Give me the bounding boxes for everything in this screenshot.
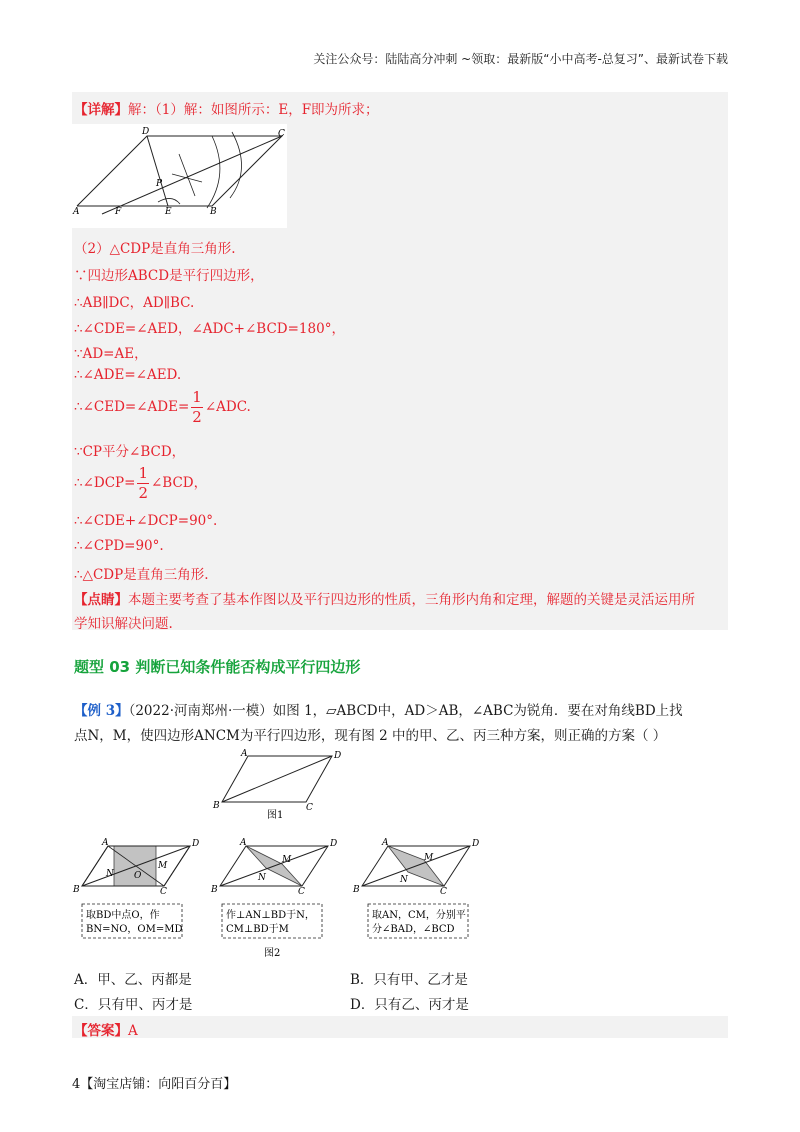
detail-tag: 【详解】 (74, 102, 128, 118)
fraction-half-2 (137, 466, 149, 501)
s3-label-M: M (424, 853, 434, 863)
comment-tag: 【点睛】 (74, 592, 128, 608)
example-figure-1 (210, 748, 350, 822)
s1-box-line-1: 取BD中点O，作 (86, 910, 160, 921)
s1-label-B: B (73, 885, 80, 895)
s1-label-O: O (134, 871, 142, 881)
answer-line (74, 1019, 138, 1039)
fig2-caption: 图2 (264, 948, 281, 959)
s2-label-A: A (240, 838, 247, 848)
fig1-label-B: B (213, 801, 220, 811)
solution-line-5: ∵AD=AE， (74, 346, 148, 362)
fig-label-P: P (156, 179, 163, 189)
fig1-label-D: D (334, 751, 342, 761)
fraction-half (191, 390, 203, 425)
s3-label-N: N (400, 875, 408, 885)
frac-line-2-post: ∠BCD， (151, 475, 208, 491)
fig-label-B: B (210, 207, 217, 217)
solution-line-3: ∴AB∥DC，AD∥BC. (74, 295, 195, 311)
s1-label-A: A (102, 838, 109, 848)
example-tag: 【例 3】 (74, 703, 129, 719)
fraction-den: 2 (192, 408, 202, 426)
answer-block (72, 1016, 728, 1038)
example-line-1 (74, 699, 683, 719)
example-line-2: 点N，M，使四边形ANCM为平行四边形，现有图 2 中的甲、乙、丙三种方案，则正确的方案（ ） (74, 728, 667, 744)
fig-label-C: C (278, 129, 285, 139)
s1-label-M: M (158, 861, 168, 871)
solution-line-4: ∴∠CDE=∠AED，∠ADC+∠BCD=180°， (74, 321, 345, 337)
fig1-label-C: C (306, 803, 313, 813)
s1-box-line-2: BN=NO，OM=MD (86, 924, 183, 935)
solution-line-6: ∴∠ADE=∠AED. (74, 367, 182, 383)
solution-line-1: （2）△CDP是直角三角形. (74, 241, 236, 257)
detail-line (74, 98, 379, 118)
section-title: 题型 03 判断已知条件能否构成平行四边形 (74, 658, 361, 676)
solution-end-line-2: ∴∠CPD=90°. (74, 538, 164, 554)
page-header: 关注公众号：陆陆高分冲刺 ~领取：最新版“小中高考-总复习”、最新试卷下载 (313, 52, 728, 66)
solution-line-cp: ∵CP平分∠BCD， (74, 444, 186, 460)
detail-text: 解：（1）解：如图所示：E，F即为所求； (128, 102, 379, 118)
s2-box-line-2: CM⊥BD于M (226, 924, 289, 935)
s2-box-line-1: 作⊥AN⊥BD于N， (226, 910, 315, 921)
s3-label-B: B (353, 885, 360, 895)
solution-figure (72, 124, 287, 228)
s1-label-D: D (192, 839, 200, 849)
comment-line-1 (74, 588, 695, 608)
frac-line-1-post: ∠ADC. (204, 399, 251, 415)
s2-label-C: C (298, 887, 305, 897)
answer-tag: 【答案】 (74, 1023, 128, 1039)
example-figure-2 (72, 836, 492, 960)
option-b[interactable]: B．只有甲、乙才是 (350, 972, 468, 988)
fraction-den-2: 2 (138, 484, 148, 502)
solution-end-line-1: ∴∠CDE+∠DCP=90°. (74, 513, 218, 529)
fraction-num-2: 1 (138, 464, 148, 482)
fig-label-A: A (73, 207, 80, 217)
answer-value: A (128, 1023, 138, 1039)
option-d[interactable]: D．只有乙、丙才是 (350, 997, 469, 1013)
s2-label-N: N (258, 873, 266, 883)
comment-text-1: 本题主要考查了基本作图以及平行四边形的性质，三角形内角和定理，解题的关键是灵活运用所 (128, 592, 695, 608)
page-footer: 4【淘宝店铺：向阳百分百】 (72, 1077, 237, 1092)
fig-label-D: D (142, 127, 150, 137)
s2-label-D: D (330, 839, 338, 849)
solution-frac-line-1 (74, 390, 251, 425)
s2-label-M: M (282, 855, 292, 865)
solution-end-line-3: ∴△CDP是直角三角形. (74, 567, 209, 583)
s1-label-C: C (160, 887, 167, 897)
fraction-num: 1 (192, 388, 202, 406)
fig1-caption: 图1 (267, 810, 284, 821)
s1-label-N: N (106, 869, 114, 879)
comment-line-2: 学知识解决问题. (74, 616, 173, 632)
example-text-1: （2022·河南郑州·一模）如图 1，▱ABCD中，AD＞AB，∠ABC为锐角．要在对角线BD上找 (128, 703, 683, 719)
solution-line-2: ∵四边形ABCD是平行四边形， (74, 268, 264, 284)
fig1-label-A: A (241, 749, 248, 759)
s3-label-D: D (472, 839, 480, 849)
s3-box-line-2: 分∠BAD，∠BCD (372, 924, 455, 935)
s2-label-B: B (211, 885, 218, 895)
option-c[interactable]: C．只有甲、丙才是 (74, 997, 193, 1013)
option-a[interactable]: A．甲、乙、丙都是 (74, 972, 192, 988)
frac-line-1-pre: ∴∠CED=∠ADE= (74, 399, 190, 415)
fig-label-F: F (115, 207, 122, 217)
s3-box-line-1: 取AN，CM，分别平 (372, 910, 466, 921)
s3-label-C: C (440, 887, 447, 897)
s3-label-A: A (382, 838, 389, 848)
solution-frac-line-2 (74, 466, 207, 501)
frac-line-2-pre: ∴∠DCP= (74, 475, 136, 491)
fig-label-E: E (165, 207, 172, 217)
